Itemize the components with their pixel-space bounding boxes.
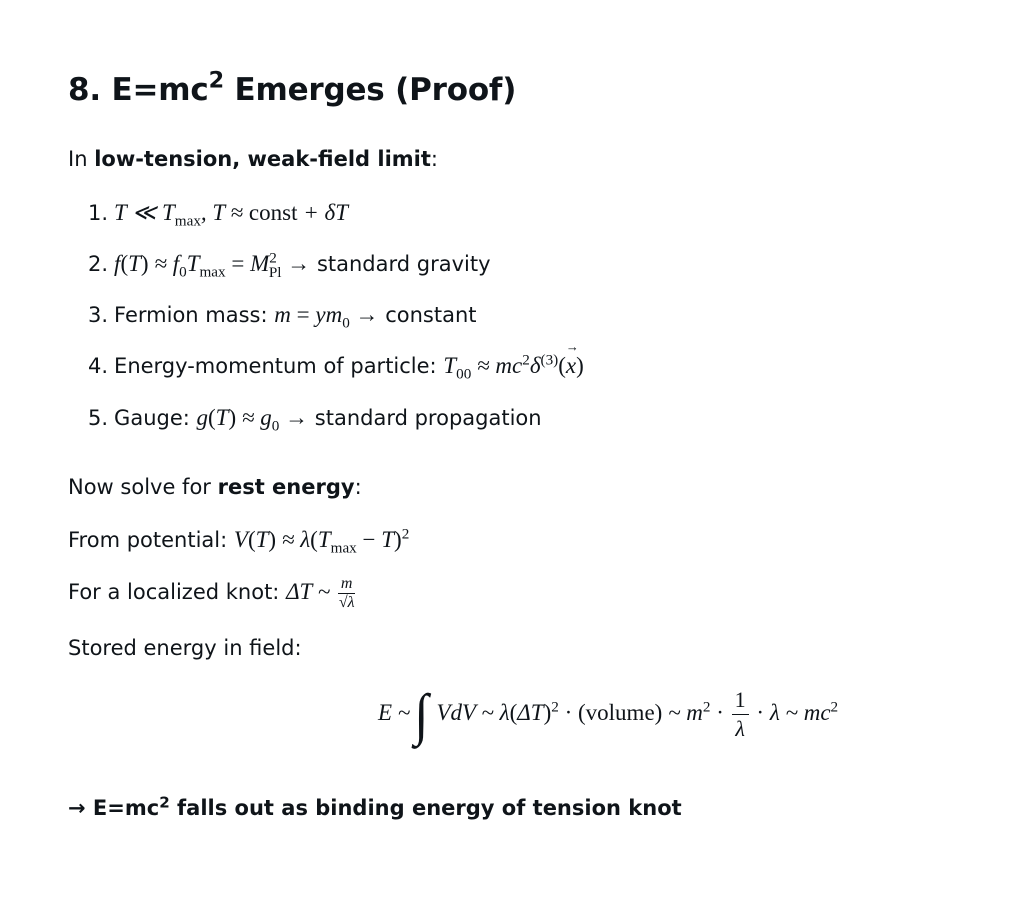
solve-line: Now solve for rest energy: <box>68 475 362 499</box>
knot-line: For a localized knot: ΔT ~ $\frac{m}{√\lambda}$ <box>68 576 357 611</box>
knot-fraction: $\frac{m}{√\lambda}$ <box>338 575 355 611</box>
list-item-2: 2. $f(T) \approx f_0T_{max} = M^2_{Pl}$ → standard gravity <box>88 249 491 281</box>
list-item-1: 1. T ≪ $T_{max}$, T ≈ const + δT <box>88 200 348 230</box>
formula-5: $g(T) \approx g_0$ → <box>196 405 309 435</box>
list-item-5: 5. Gauge: $g(T) \approx g_0$ → standard propagation <box>88 405 542 435</box>
solve-emphasis: rest energy <box>217 475 355 499</box>
energy-equation: E ~∫ VdV ~ $\lambda(\Delta T)^2$ · (volume) ~ $m^2$ · $\frac{1}{\lambda}$ · λ ~ $mc^2$ <box>378 684 839 747</box>
formula-1: T ≪ $T_{max}$, T ≈ const + δT <box>114 200 348 230</box>
conclusion-line: → $E=mc^2$ falls out as binding energy of tension knot <box>68 793 682 820</box>
list-item-3: 3. Fermion mass: $m = ym_0$ → constant <box>88 302 477 332</box>
formula-2: $f(T) \approx f_0T_{max} = M^2_{Pl}$ → <box>114 249 311 281</box>
intro-emphasis: low-tension, weak-field limit <box>94 147 431 171</box>
potential-formula: $V(T) \approx \lambda(T_{max} - T)^2$ <box>233 525 410 557</box>
list-item-4: 4. Energy-momentum of particle: $T_{00} \approx mc^2\delta^{(3)}(x$ →) <box>88 354 584 377</box>
section-title: 8. $E=mc^2$ Emerges (Proof) <box>68 67 517 108</box>
inverse-lambda-fraction: $\frac{1}{\lambda}$ <box>732 687 749 742</box>
formula-4: $T_{00} \approx mc^2\delta^{(3)}(x$ →) <box>443 353 583 378</box>
integral-sign: ∫ <box>414 684 429 747</box>
formula-3: $m = ym_0$ → <box>274 302 379 332</box>
stored-line: Stored energy in field: <box>68 636 302 660</box>
potential-line: From potential: $V(T) \approx \lambda(T_{max} - T)^2$ <box>68 525 410 557</box>
knot-formula: ΔT ~ $\frac{m}{√\lambda}$ <box>286 575 355 611</box>
intro-line: In low-tension, weak-field limit: <box>68 147 438 171</box>
